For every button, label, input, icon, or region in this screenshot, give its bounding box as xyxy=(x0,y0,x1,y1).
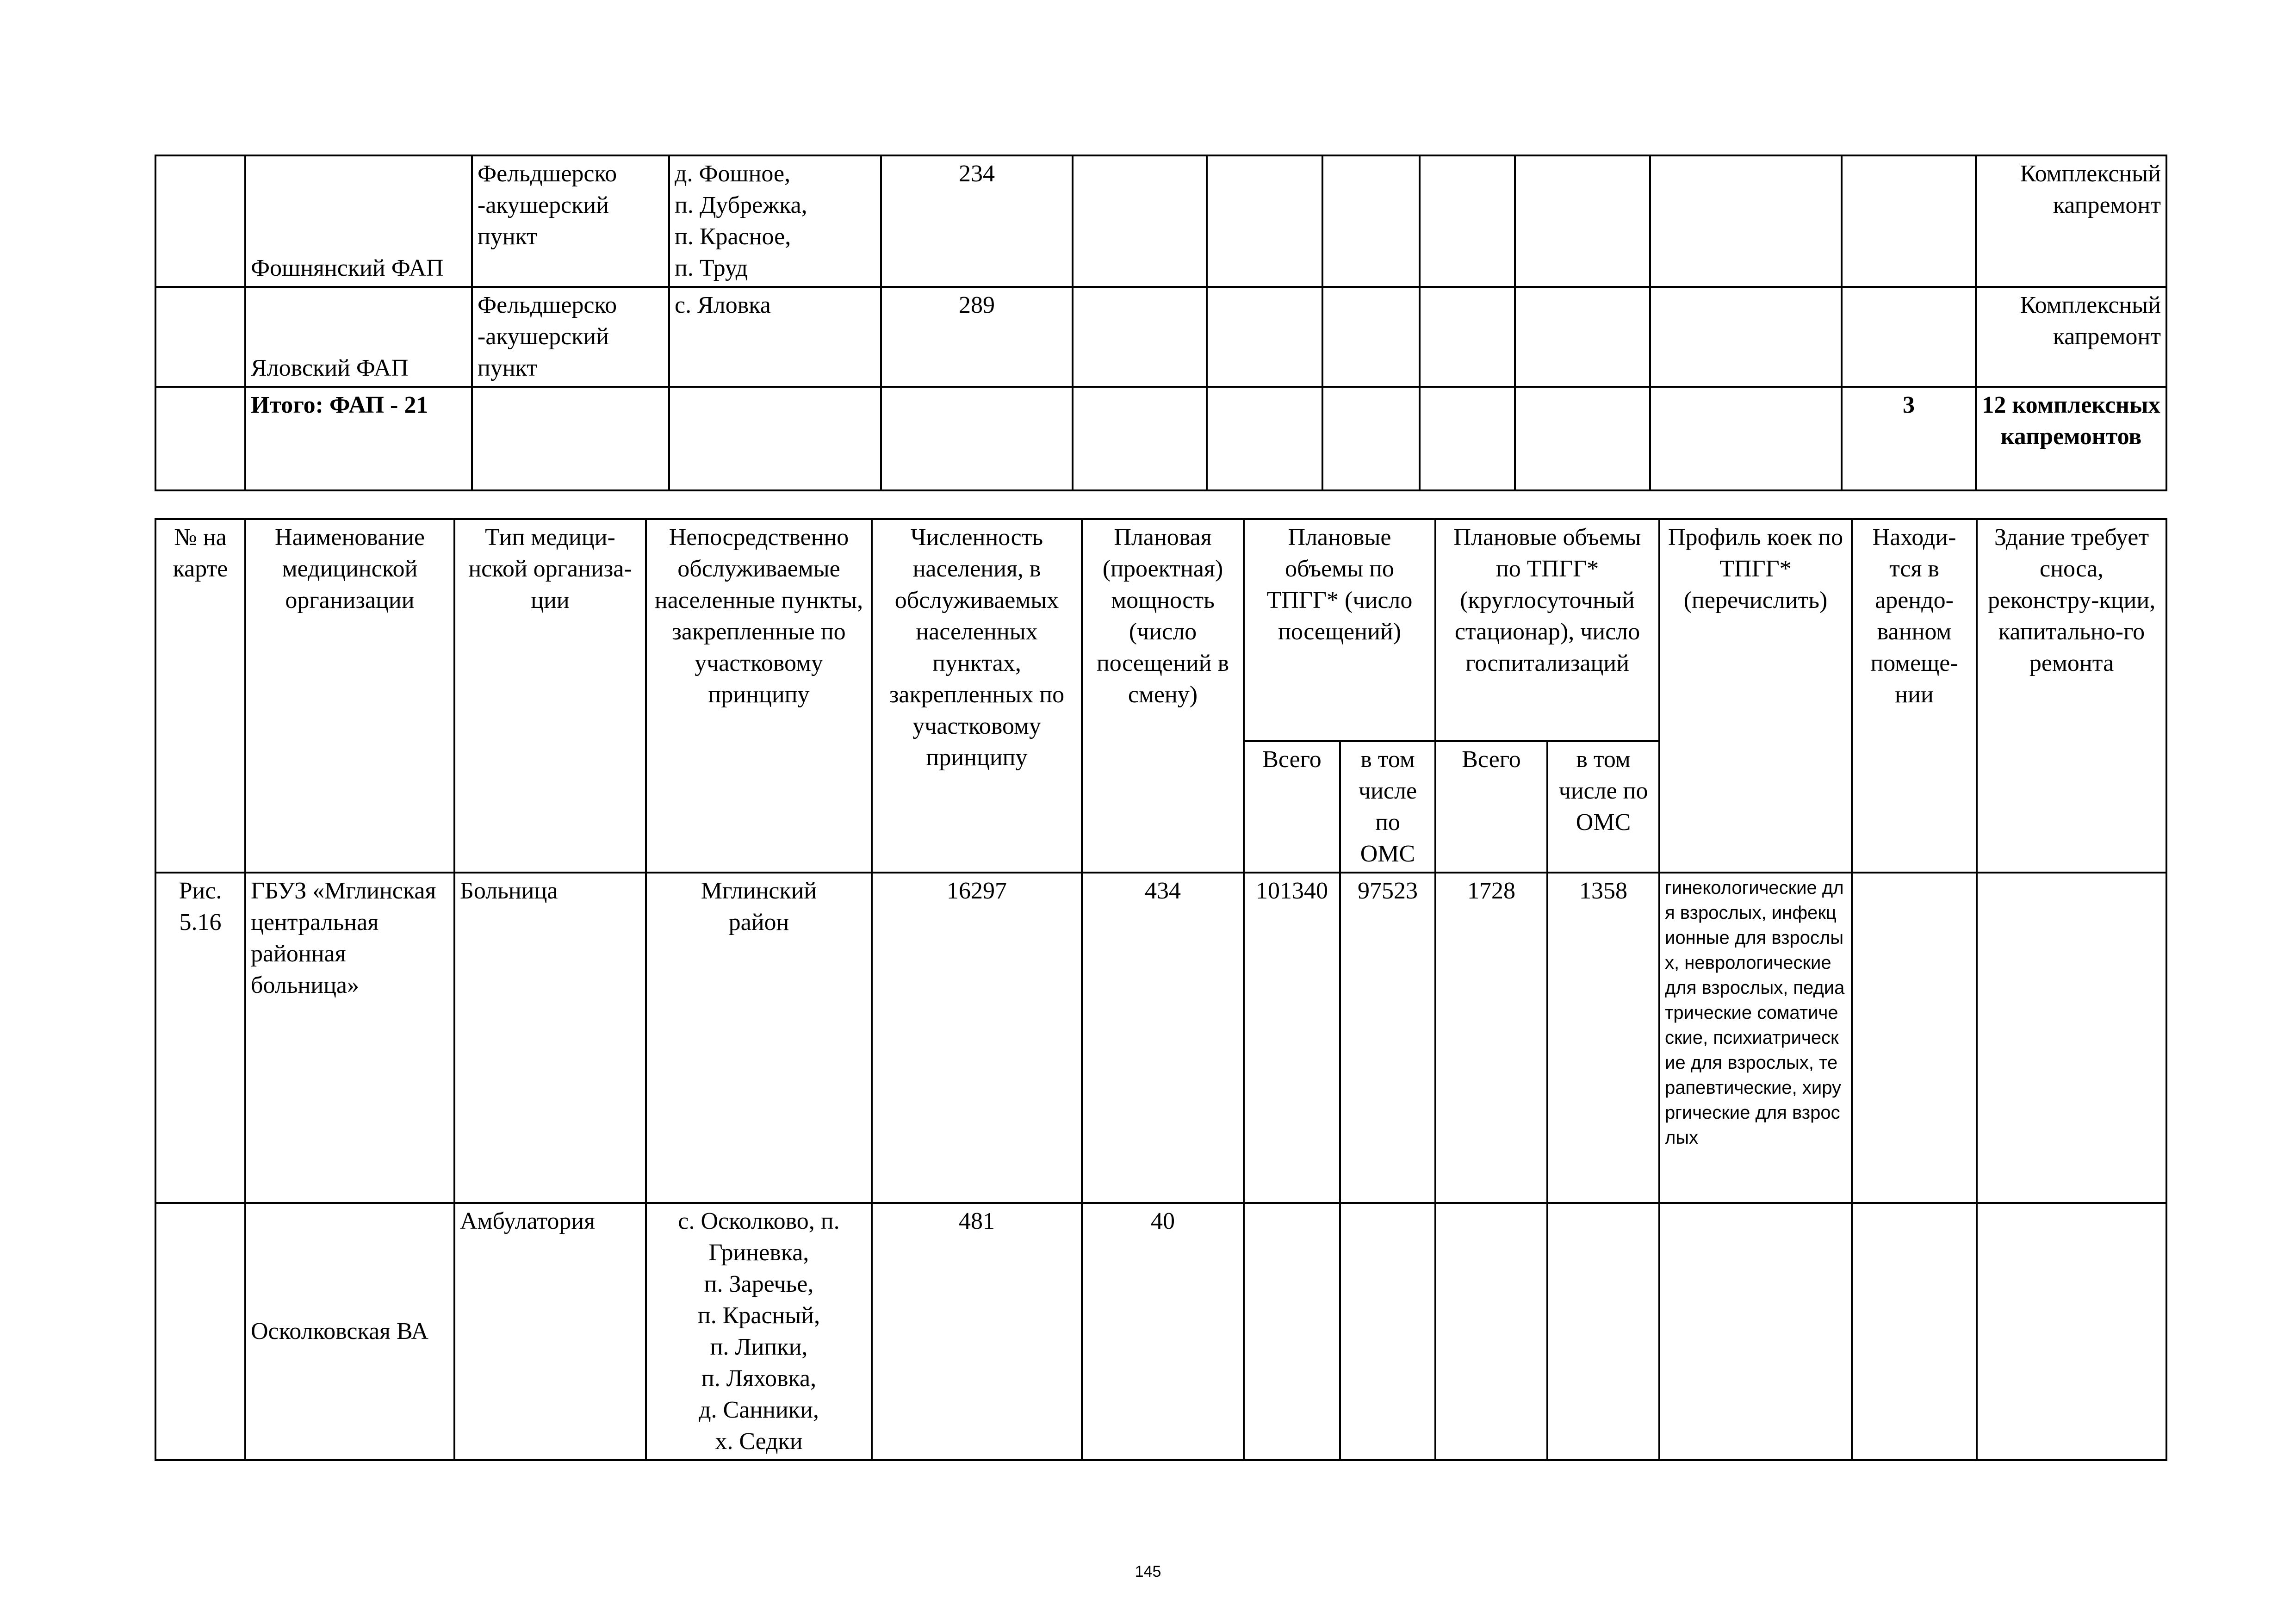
header-population: Численность населения, в обслуживаемых населенных пунктах, закрепленных по участковому принципу xyxy=(872,519,1082,873)
cell-rented xyxy=(1842,287,1976,387)
cell-num xyxy=(155,287,245,387)
cell-rented xyxy=(1852,1203,1977,1460)
table-row xyxy=(155,1203,2166,1460)
cell-building xyxy=(1977,1203,2166,1460)
cell-settlements: с. Яловка xyxy=(669,287,881,387)
cell-visits-oms xyxy=(1340,1203,1435,1460)
cell-population: 16297 xyxy=(872,873,1082,1203)
cell-name: Осколковская ВА xyxy=(245,1203,454,1460)
cell-rented xyxy=(1842,155,1976,287)
cell-num xyxy=(155,155,245,287)
cell-num: Рис. 5.16 xyxy=(155,873,245,1203)
cell-name: Яловский ФАП xyxy=(245,287,472,387)
header-row xyxy=(155,519,2166,741)
cell-building: Комплексный капремонт xyxy=(1976,287,2166,387)
cell-type: Фельдшерско -акушерский пункт xyxy=(472,287,669,387)
header-num: № на карте xyxy=(155,519,245,873)
header-capacity: Плановая (проектная) мощность (число посещений в смену) xyxy=(1082,519,1244,873)
cell-capacity: 434 xyxy=(1082,873,1244,1203)
total-rented: 3 xyxy=(1842,387,1976,490)
cell-hosp-total xyxy=(1435,1203,1547,1460)
subheader-visits-total: Всего xyxy=(1244,741,1340,873)
main-table xyxy=(155,518,2167,1461)
cell-population: 289 xyxy=(881,287,1073,387)
cell-type: Амбулатория xyxy=(454,1203,646,1460)
cell-visits-oms: 97523 xyxy=(1340,873,1435,1203)
cell-hosp-oms xyxy=(1547,1203,1659,1460)
table-row xyxy=(155,155,2166,287)
header-building: Здание требует сноса, реконстру-кции, капитально-го ремонта xyxy=(1977,519,2166,873)
cell-type: Фельдшерско -акушерский пункт xyxy=(472,155,669,287)
table-row xyxy=(155,287,2166,387)
cell-num xyxy=(155,1203,245,1460)
header-rented: Находи-тся в арендо-ванном помеще-нии xyxy=(1852,519,1977,873)
header-profile: Профиль коек по ТПГГ* (перечислить) xyxy=(1659,519,1852,873)
subheader-hosp-oms: в том числе по ОМС xyxy=(1547,741,1659,873)
cell-hosp-oms: 1358 xyxy=(1547,873,1659,1203)
top-table xyxy=(155,155,2167,491)
cell-rented xyxy=(1852,873,1977,1203)
cell-visits-total: 101340 xyxy=(1244,873,1340,1203)
cell-name: ГБУЗ «Мглинская центральная районная больница» xyxy=(245,873,454,1203)
cell-hosp-total: 1728 xyxy=(1435,873,1547,1203)
cell-population: 234 xyxy=(881,155,1073,287)
cell-settlements: с. Осколково, п. Гриневка, п. Заречье, п. Красный, п. Липки, п. Ляховка, д. Санники, х. Седки xyxy=(646,1203,872,1460)
subheader-visits-oms: в том числе по ОМС xyxy=(1340,741,1435,873)
cell-visits-total xyxy=(1244,1203,1340,1460)
cell-settlements: Мглинский район xyxy=(646,873,872,1203)
cell-type: Больница xyxy=(454,873,646,1203)
subheader-hosp-total: Всего xyxy=(1435,741,1547,873)
table-row xyxy=(155,873,2166,1203)
header-name: Наименование медицинской организации xyxy=(245,519,454,873)
header-type: Тип медици-нской организа-ции xyxy=(454,519,646,873)
total-row xyxy=(155,387,2166,490)
cell-settlements: д. Фошное, п. Дубрежка, п. Красное, п. Труд xyxy=(669,155,881,287)
cell-name: Фошнянский ФАП xyxy=(245,155,472,287)
cell-capacity: 40 xyxy=(1082,1203,1244,1460)
total-building: 12 комплексных капремонтов xyxy=(1976,387,2166,490)
header-hosp: Плановые объемы по ТПГГ* (круглосуточный стационар), число госпитализаций xyxy=(1435,519,1659,741)
page-number: 145 xyxy=(1135,1563,1161,1580)
cell-profile xyxy=(1659,1203,1852,1460)
cell-building xyxy=(1977,873,2166,1203)
total-label: Итого: ФАП - 21 xyxy=(245,387,472,490)
header-settlements: Непосредственно обслуживаемые населенные пункты, закрепленные по участковому принципу xyxy=(646,519,872,873)
cell-building: Комплексный капремонт xyxy=(1976,155,2166,287)
cell-profile: гинекологические для взрослых, инфекционные для взрослых, неврологические для взрослых, педиатрические соматические, психиатрические для взрослых, терапевтические, хирургические для взрослых xyxy=(1659,873,1852,1203)
cell-population: 481 xyxy=(872,1203,1082,1460)
header-visits: Плановые объемы по ТПГГ* (число посещений) xyxy=(1244,519,1435,741)
